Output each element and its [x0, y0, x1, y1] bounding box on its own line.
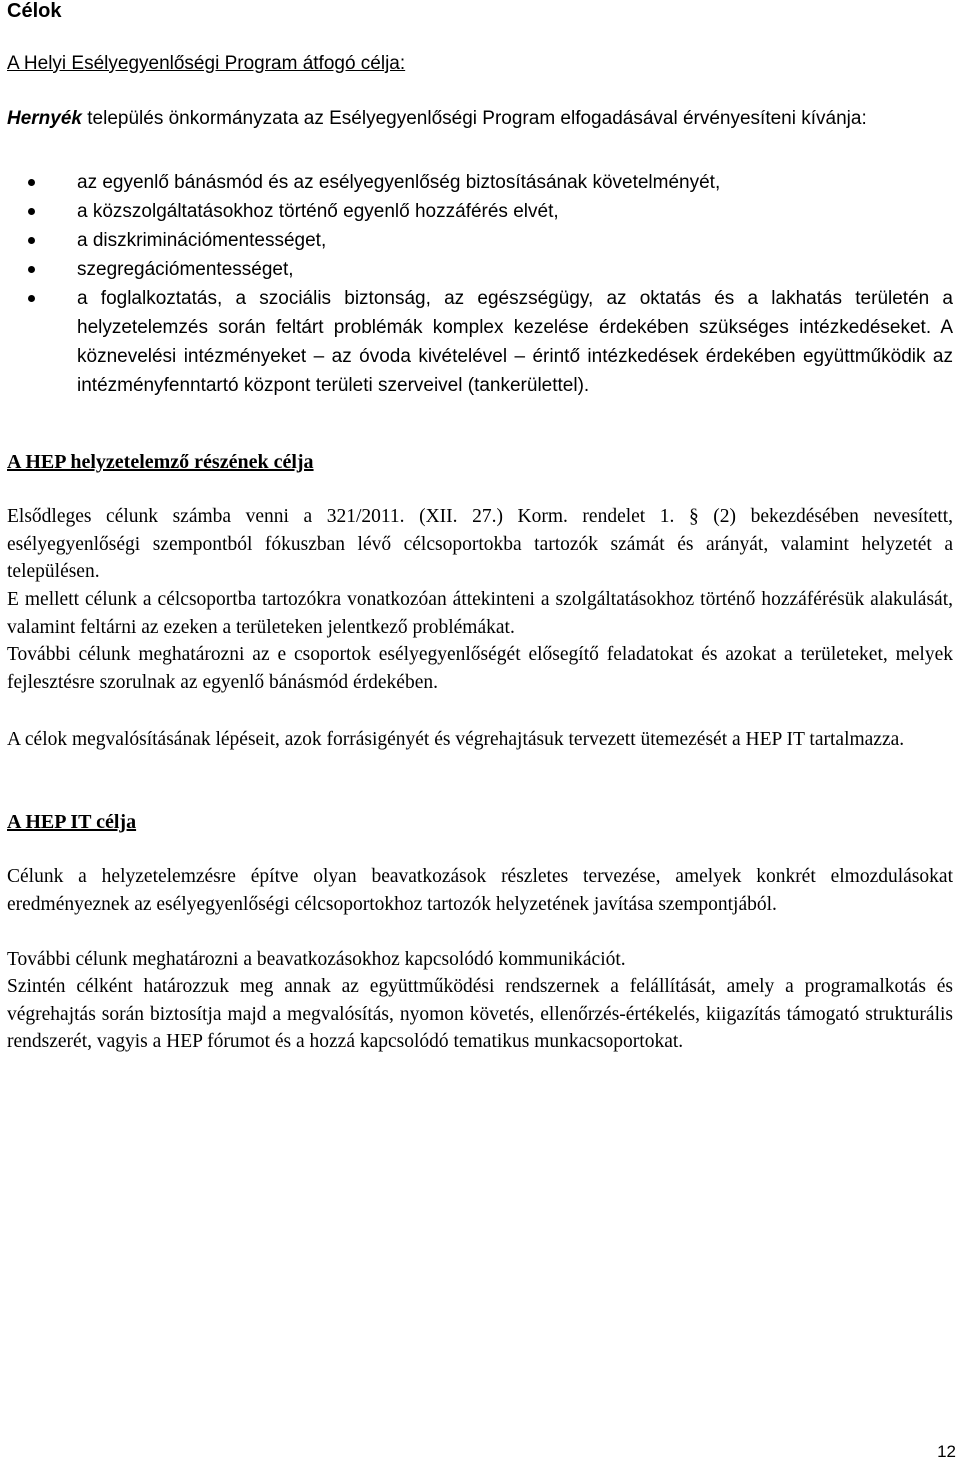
list-item: szegregációmentességet,: [7, 255, 953, 284]
hep-analysis-paragraph-3: További célunk meghatározni az e csoportok esélyegyenlőségét elősegítő feladatokat és azokat a területeket, melyek fejlesztésre szorulnak az egyenlő bánásmód érdekében.: [7, 644, 953, 693]
section-heading: Célok: [7, 0, 62, 22]
hep-it-paragraph-3: Szintén célként határozzuk meg annak az együttműködési rendszernek a felállítását, amely a programalkotás és végrehajtás során biztosítja majd a megvalósítás, nyomon követés, ellenőrzés-értékelés, kiigazítás támogató strukturális rendszerét, vagyis a HEP fórumot és a hozzá kapcsolódó tematikus munkacsoportokat.: [7, 976, 953, 1052]
list-item: a közszolgáltatásokhoz történő egyenlő hozzáférés elvét,: [7, 197, 953, 226]
hep-analysis-paragraph-1: Elsődleges célunk számba venni a 321/2011. (XII. 27.) Korm. rendelet 1. § (2) bekezdésében nevesített, esélyegyenlőségi szempontból fókuszban lévő célcsoportokba tartozók számát és arányát, valamint helyzetét a településen.: [7, 506, 953, 582]
hep-it-paragraph-1: Célunk a helyzetelemzésre építve olyan beavatkozások részletes tervezése, amelyek konkrét elmozdulásokat eredményeznek az esélyegyenlőségi célcsoportokhoz tartozók helyzetének javítása szempontjából.: [7, 866, 953, 915]
bullet-icon: [28, 266, 35, 273]
hep-it-paragraph-2: További célunk meghatározni a beavatkozásokhoz kapcsolódó kommunikációt.: [7, 949, 626, 970]
program-goal-title: A Helyi Esélyegyenlőségi Program átfogó célja:: [7, 53, 406, 74]
intro-text: település önkormányzata az Esélyegyenlőségi Program elfogadásával érvényesíteni kívánja:: [82, 108, 867, 129]
bullet-icon: [28, 208, 35, 215]
intro-paragraph: [7, 106, 942, 132]
hep-it-title: A HEP IT célja: [7, 811, 137, 833]
bullet-icon: [28, 295, 35, 302]
page-number: 12: [937, 1442, 956, 1461]
bullet-icon: [28, 179, 35, 186]
hep-analysis-paragraph-2: E mellett célunk a célcsoportba tartozókra vonatkozóan áttekinteni a szolgáltatásokhoz történő hozzáférésük alakulását, valamint feltárni az ezeken a területeken jelentkező problémákat.: [7, 589, 953, 638]
bullet-icon: [28, 237, 35, 244]
settlement-name: Hernyék: [7, 108, 82, 129]
list-item: az egyenlő bánásmód és az esélyegyenlőség biztosításának követelményét,: [7, 168, 953, 197]
hep-analysis-paragraph-4: A célok megvalósításának lépéseit, azok forrásigényét és végrehajtásuk tervezett ütemezését a HEP IT tartalmazza.: [7, 729, 905, 750]
list-item: a foglalkoztatás, a szociális biztonság, az egészségügy, az oktatás és a lakhatás területén a helyzetelemzés során feltárt problémák komplex kezelése érdekében szükséges intézkedéseket. A köznevelési intézményeket – az óvoda kivételével – érintő intézkedések érdekében együttműködik az intézményfenntartó központ területi szerveivel (tankerülettel).: [7, 284, 953, 400]
hep-analysis-title: A HEP helyzetelemző részének célja: [7, 451, 314, 473]
list-item: a diszkriminációmentességet,: [7, 226, 953, 255]
goals-list: [7, 168, 953, 400]
